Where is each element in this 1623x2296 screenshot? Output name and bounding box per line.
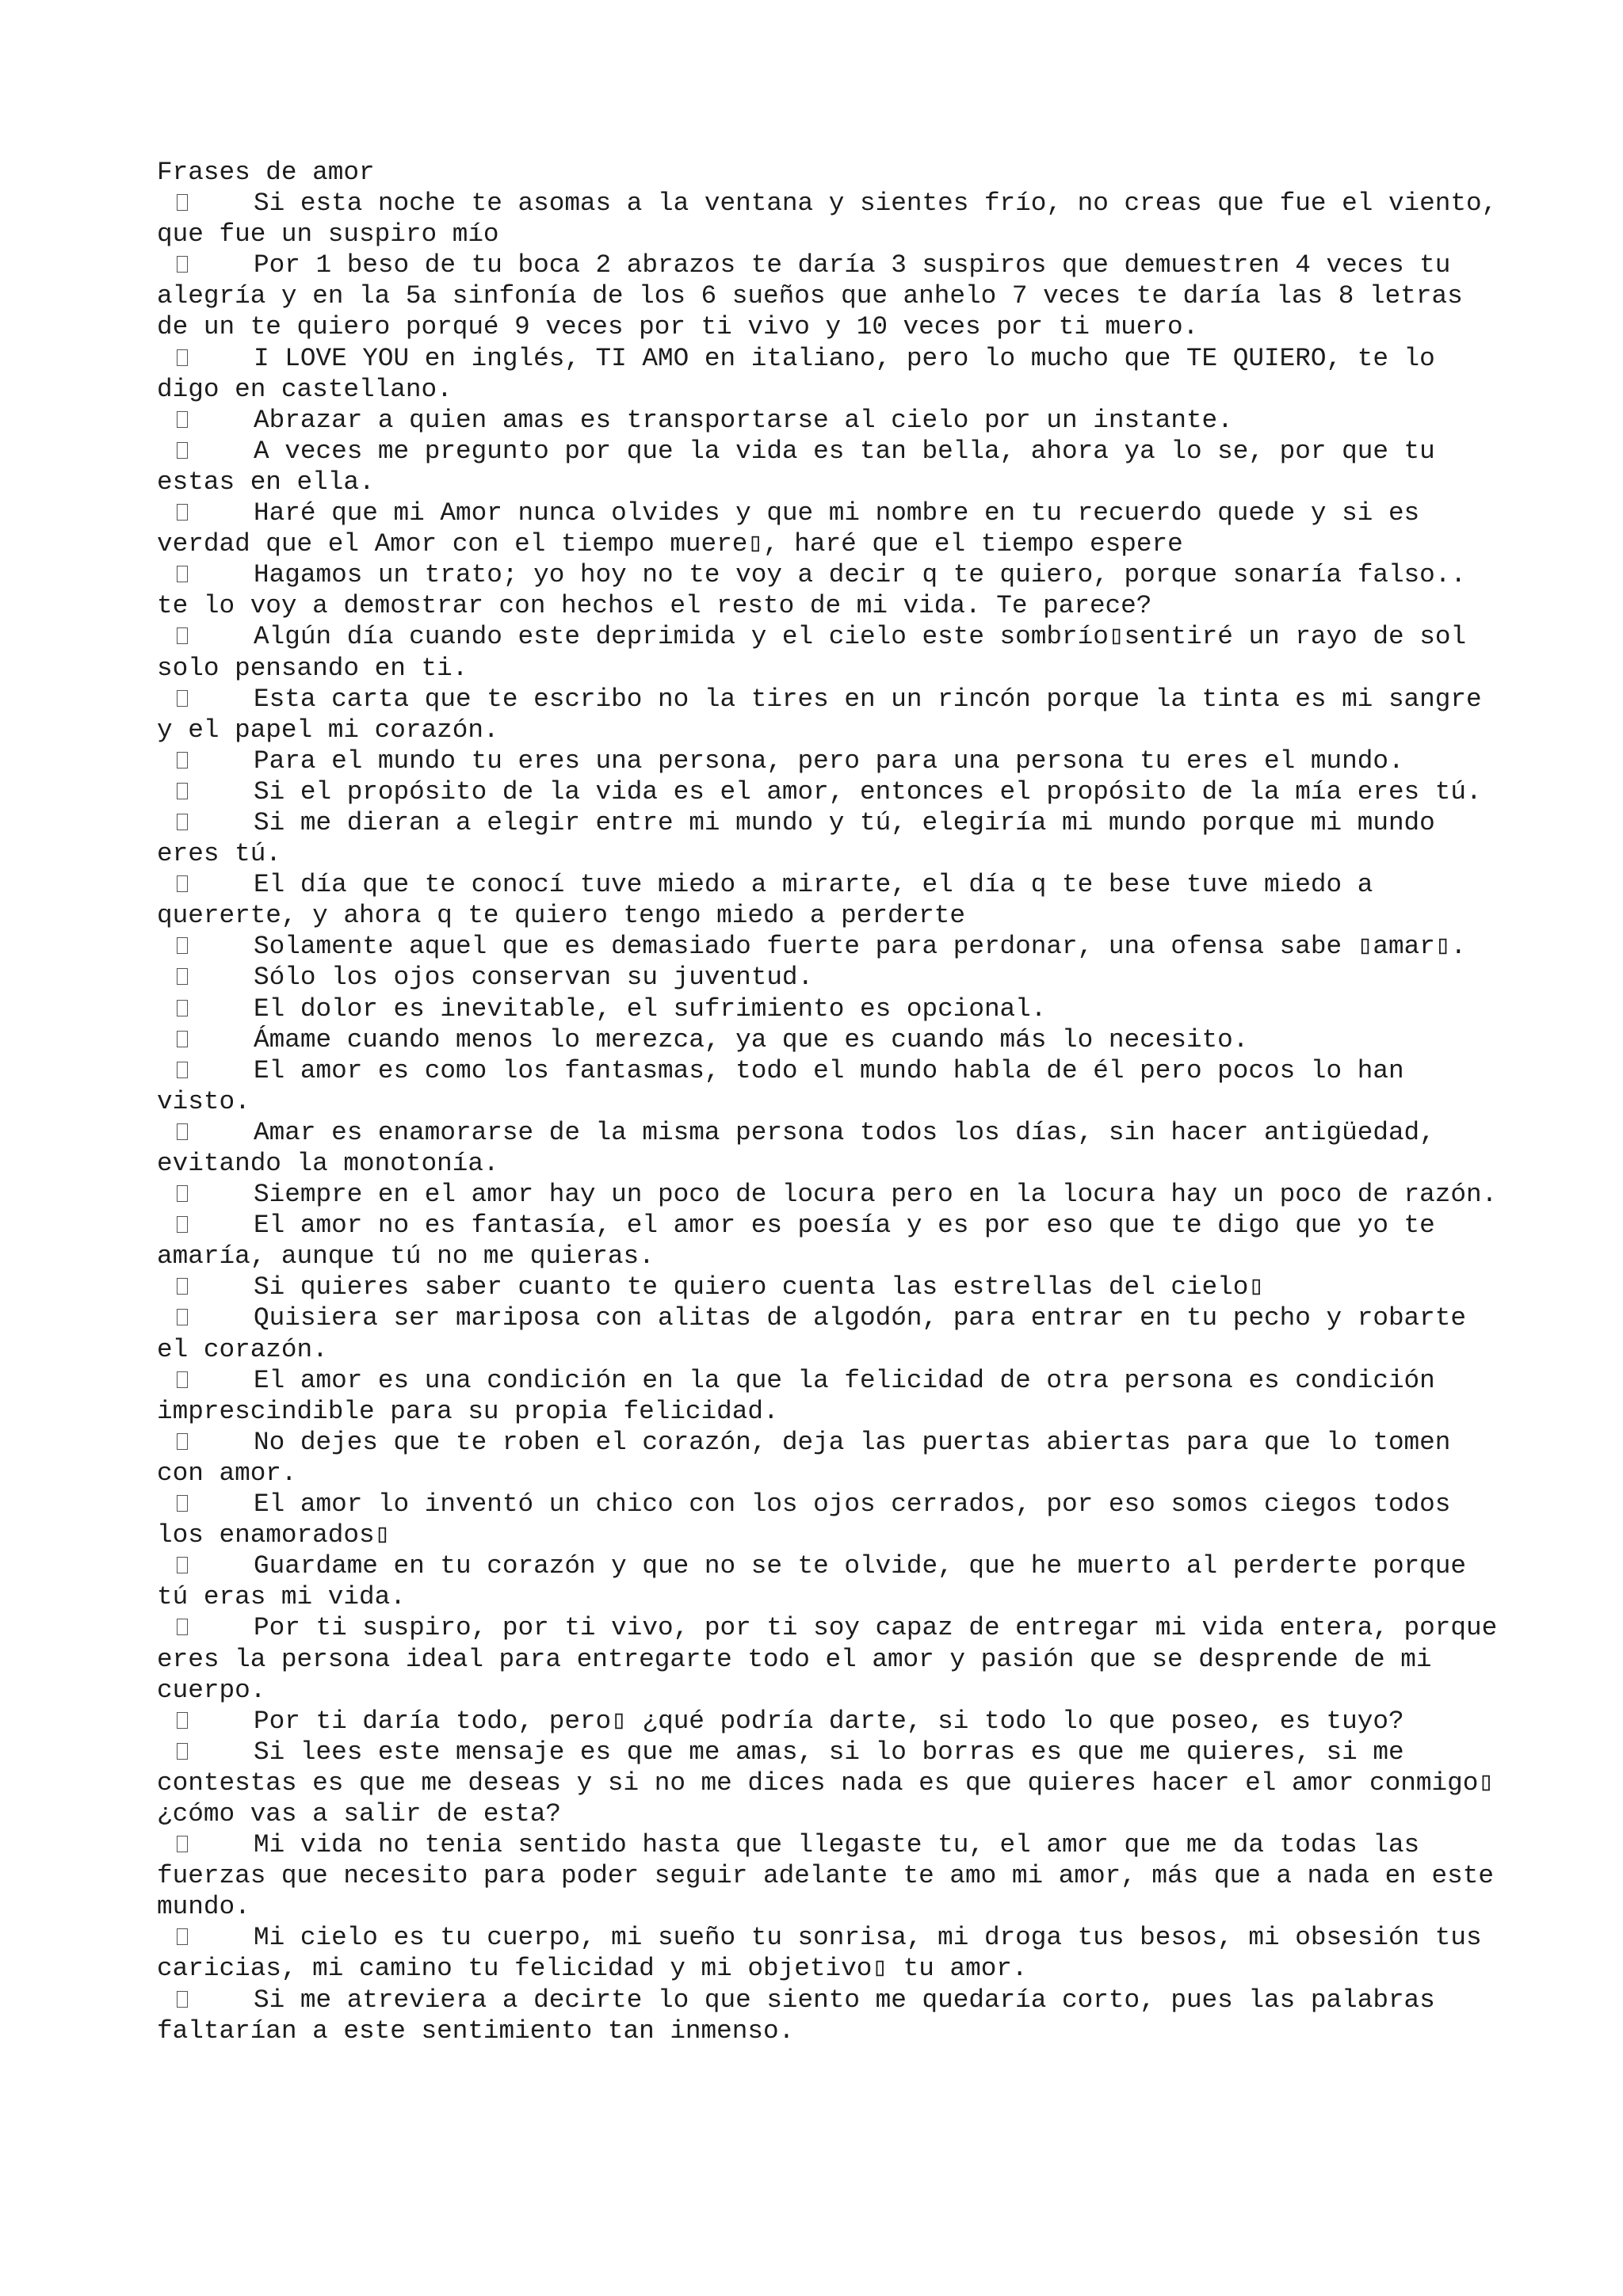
phrase-text: Hagamos un trato; yo hoy no te voy a decir q te quiero, porque sonaría falso.. te lo voy a demostrar con hechos el resto de mi vida. Te parece? [157,560,1482,621]
phrase-entry [157,1737,1510,1829]
phrase-text: Si esta noche te asomas a la ventana y sientes frío, no creas que fue el viento, que fue un suspiro mío [157,189,1513,250]
missing-glyph-bullet-icon [157,498,254,528]
phrase-entry [157,1117,1504,1179]
missing-glyph-bullet-icon [157,962,254,993]
phrase-text: Abrazar a quien amas es transportarse al cielo por un instante. [254,405,1233,435]
phrase-text: Si me dieran a elegir entre mi mundo y tú, elegiría mi mundo porque mi mundo eres tú. [157,807,1451,869]
phrase-entry [157,559,1504,621]
missing-glyph-bullet-icon [157,1179,254,1210]
missing-glyph-bullet-icon [157,1829,254,1860]
missing-glyph-bullet-icon [157,776,254,807]
missing-glyph-bullet-icon [157,188,254,219]
phrase-entry [157,869,1504,931]
phrase-text: Mi cielo es tu cuerpo, mi sueño tu sonrisa, mi droga tus besos, mi obsesión tus caricias, mi camino tu felicidad y mi objetivo▯ tu amor. [157,1923,1498,1984]
missing-glyph-bullet-icon [157,1365,254,1396]
phrase-text: Ámame cuando menos lo merezca, ya que es cuando más lo necesito. [254,1024,1249,1055]
phrase-text: Si quieres saber cuanto te quiero cuenta las estrellas del cielo▯ [254,1272,1265,1302]
phrase-text: No dejes que te roben el corazón, deja las puertas abiertas para que lo tomen con amor. [157,1427,1467,1488]
missing-glyph-bullet-icon [157,1210,254,1241]
phrase-entry [157,1550,1504,1612]
phrase-entry [157,994,1504,1024]
phrase-entry [157,931,1504,962]
phrase-entry [157,1365,1504,1427]
phrase-entry [157,746,1504,776]
phrase-text: Siempre en el amor hay un poco de locura pero en la locura hay un poco de razón. [254,1180,1498,1210]
phrase-text: Esta carta que te escribo no la tires en un rincón porque la tinta es mi sangre y el papel mi corazón. [157,684,1498,745]
phrase-text: Amar es enamorarse de la misma persona todos los días, sin hacer antigüedad, evitando la monotonía. [157,1117,1451,1178]
missing-glyph-bullet-icon [157,1055,254,1086]
phrase-text: Sólo los ojos conservan su juventud. [254,963,814,993]
phrase-entry [157,1302,1504,1364]
missing-glyph-bullet-icon [157,869,254,900]
phrase-entry [157,1055,1504,1117]
phrase-text: El amor no es fantasía, el amor es poesía y es por eso que te digo que yo te amaría, aunque tú no me quieras. [157,1211,1451,1272]
phrase-text: A veces me pregunto por que la vida es tan bella, ahora ya lo se, por que tu estas en ella. [157,436,1451,497]
phrase-entry [157,962,1504,993]
phrase-text: Mi vida no tenia sentido hasta que llegaste tu, el amor que me da todas las fuerzas que necesito para poder seguir adelante te amo mi amor, más que a nada en este mundo. [157,1830,1510,1922]
phrase-text: El día que te conocí tuve miedo a mirarte, el día q te bese tuve miedo a quererte, y ahora q te quiero tengo miedo a perderte [157,870,1388,931]
phrase-entry [157,1829,1510,1922]
missing-glyph-bullet-icon [157,1117,254,1148]
document-title: Frases de amor [157,158,375,187]
document-body [157,157,1513,2046]
phrase-entry [157,1024,1504,1055]
phrase-text: Para el mundo tu eres una persona, pero para una persona tu eres el mundo. [254,746,1404,776]
phrase-entry [157,1489,1504,1550]
missing-glyph-bullet-icon [157,1024,254,1055]
phrase-entry [157,1427,1504,1489]
missing-glyph-bullet-icon [157,1489,254,1520]
phrase-text: I LOVE YOU en inglés, TI AMO en italiano, pero lo mucho que TE QUIERO, te lo digo en castellano. [157,343,1451,404]
phrase-text: El amor es como los fantasmas, todo el mundo habla de él pero pocos lo han visto. [157,1055,1420,1116]
phrase-text: Si me atreviera a decirte lo que siento me quedaría corto, pues las palabras faltarían a este sentimiento tan inmenso. [157,1985,1451,2046]
phrase-entry [157,250,1504,342]
missing-glyph-bullet-icon [157,1706,254,1737]
missing-glyph-bullet-icon [157,1302,254,1333]
phrase-text: Por ti suspiro, por ti vivo, por ti soy capaz de entregar mi vida entera, porque eres la persona ideal para entregarte todo el amor y pasión que se desprende de mi cuerpo. [157,1613,1513,1705]
missing-glyph-bullet-icon [157,1985,254,2016]
phrase-entry [157,436,1504,498]
missing-glyph-bullet-icon [157,1922,254,1953]
missing-glyph-bullet-icon [157,1427,254,1458]
phrase-text: El amor lo inventó un chico con los ojos cerrados, por eso somos ciegos todos los enamorados▯ [157,1489,1467,1550]
phrase-text: El amor es una condición en la que la felicidad de otra persona es condición imprescindible para su propia felicidad. [157,1365,1451,1426]
missing-glyph-bullet-icon [157,684,254,715]
phrase-entry [157,1706,1504,1737]
phrase-entry [157,621,1504,683]
phrase-text: Si lees este mensaje es que me amas, si lo borras es que me quieres, si me contestas es que me deseas y si no me dices nada es que quieres hacer el amor conmigo▯ ¿cómo vas a salir de esta? [157,1737,1510,1829]
missing-glyph-bullet-icon [157,1550,254,1581]
phrase-text: Quisiera ser mariposa con alitas de algodón, para entrar en tu pecho y robarte el corazón. [157,1303,1482,1364]
phrase-entry [157,498,1504,559]
missing-glyph-bullet-icon [157,250,254,280]
phrase-entry [157,1272,1504,1302]
missing-glyph-bullet-icon [157,621,254,652]
missing-glyph-bullet-icon [157,1737,254,1768]
phrase-entry [157,343,1504,405]
missing-glyph-bullet-icon [157,1272,254,1302]
missing-glyph-bullet-icon [157,405,254,436]
phrase-entry [157,1612,1513,1705]
phrase-entry [157,1985,1504,2046]
phrase-text: El dolor es inevitable, el sufrimiento es opcional. [254,994,1047,1024]
missing-glyph-bullet-icon [157,807,254,838]
phrase-entry [157,684,1504,746]
phrase-text: Solamente aquel que es demasiado fuerte para perdonar, una ofensa sabe ▯amar▯. [254,932,1467,962]
phrase-text: Por ti daría todo, pero▯ ¿qué podría darte, si todo lo que poseo, es tuyo? [254,1706,1404,1736]
missing-glyph-bullet-icon [157,559,254,590]
phrase-text: Guardame en tu corazón y que no se te olvide, que he muerto al perderte porque tú eras mi vida. [157,1551,1482,1612]
missing-glyph-bullet-icon [157,931,254,962]
missing-glyph-bullet-icon [157,1612,254,1643]
phrase-entry [157,1179,1504,1210]
missing-glyph-bullet-icon [157,436,254,467]
phrase-text: Algún día cuando este deprimida y el cielo este sombrío▯sentiré un rayo de sol solo pensando en ti. [157,622,1482,683]
phrase-entry [157,1210,1504,1272]
phrase-list [157,188,1513,2046]
missing-glyph-bullet-icon [157,994,254,1024]
phrase-entry [157,776,1504,807]
phrase-entry [157,188,1513,250]
phrase-text: Por 1 beso de tu boca 2 abrazos te daría 3 suspiros que demuestren 4 veces tu alegría y en la 5a sinfonía de los 6 sueños que anhelo 7 veces te daría las 8 letras de un te quiero porqué 9 veces por ti vivo y 10 veces por ti muero. [157,250,1479,342]
phrase-text: Haré que mi Amor nunca olvides y que mi nombre en tu recuerdo quede y si es verdad que el Amor con el tiempo muere▯, haré que el tiempo espere [157,498,1435,559]
phrase-entry [157,405,1504,436]
phrase-entry [157,1922,1504,1984]
phrase-text: Si el propósito de la vida es el amor, entonces el propósito de la mía eres tú. [254,776,1482,807]
missing-glyph-bullet-icon [157,746,254,776]
phrase-entry [157,807,1504,869]
missing-glyph-bullet-icon [157,343,254,374]
